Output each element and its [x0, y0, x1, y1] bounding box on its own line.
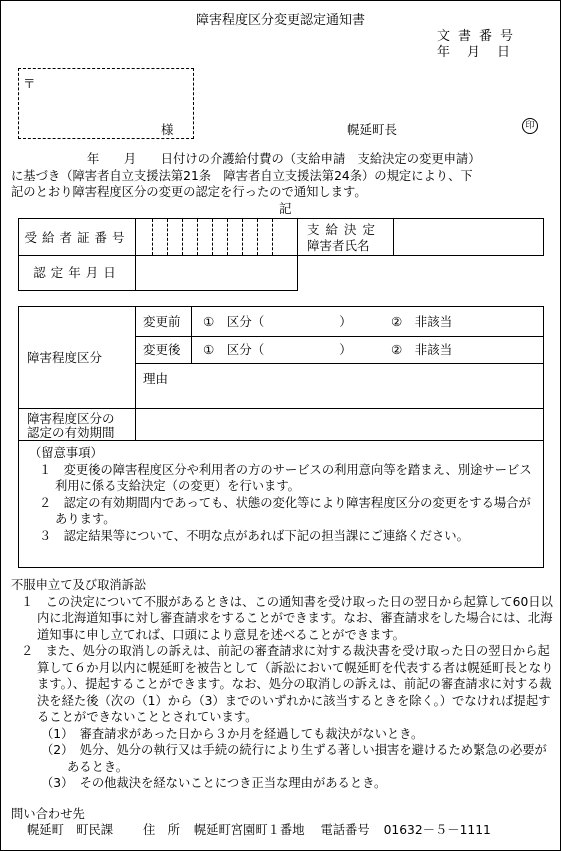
- contact-line: [11, 823, 491, 838]
- notes-item-1: １ 変更後の障害程度区分や利用者の方のサービスの利用意向等を踏まえ、別途サービス利用に係る支給決定（の変更）を行います。: [39, 462, 532, 493]
- disability-level-label: 障害程度区分: [27, 350, 103, 365]
- contact-address-label: 住 所: [143, 823, 180, 837]
- issuer-mayor: 幌延町長: [347, 122, 398, 137]
- before-change-label: 変更前: [143, 314, 181, 329]
- validity-label-line2: 認定の有効期間: [27, 425, 115, 440]
- body-line-1: 年 月 日付けの介護給付費の（支給申請 支給決定の変更申請）: [87, 152, 481, 166]
- appeal-sub-1: （1） 審査請求があった日から３か月を経過しても裁決がないとき。: [41, 726, 424, 741]
- document-title: 障害程度区分変更認定通知書: [195, 13, 365, 28]
- after-option-2: ② 非該当: [391, 342, 453, 357]
- appeal-heading: 不服申立て及び取消訴訟: [11, 578, 147, 592]
- cert-date-table: [18, 254, 298, 291]
- recipient-table: [18, 218, 544, 256]
- appeal-sub-3: （3） その他裁決を経ないことにつき正当な理由があるとき。: [41, 776, 387, 790]
- notes-box: [18, 439, 544, 568]
- after-change-label: 変更後: [143, 342, 181, 357]
- contact-dept: 幌延町 町民課: [27, 823, 114, 837]
- seal-mark: 印: [522, 118, 538, 134]
- body-line-2: に基づき（障害者自立支援法第21条 障害者自立支援法第24条）の規定により、下: [11, 168, 473, 183]
- contact-heading: 問い合わせ先: [11, 807, 85, 821]
- notes-heading: （留意事項）: [29, 446, 103, 460]
- appeal-item-1: １ この決定について不服があるときは、この通知書を受け取った日の翌日から起算して60日以内に北海道知事に対し審査請求をすることができます。なお、審査請求をした場合には、北海道知事に申し立てれば、口頭により意見を述べることができます。: [21, 594, 553, 642]
- appeal-sub-2: （2） 処分、処分の執行又は手続の続行により生ずる著しい損害を避けるため緊急の必要があるとき。: [41, 743, 547, 774]
- before-option-1: ① 区分（ ）: [203, 314, 352, 329]
- decided-label-line2: 障害者氏名: [307, 238, 370, 253]
- honorific-sama: 様: [161, 122, 174, 137]
- decided-label-line1: 支給決定: [307, 222, 382, 237]
- body-line-3: 記のとおり障害程度区分の変更の認定を行ったので通知します。: [11, 185, 367, 199]
- reason-label: 理由: [143, 371, 169, 386]
- notes-item-3: ３ 認定結果等について、不明な点があれば下記の担当課にご連絡ください。: [39, 528, 469, 543]
- document-date-label: 年 月 日: [437, 45, 513, 60]
- appeal-item-2: ２ また、処分の取消しの訴えは、前記の審査請求に対する裁決書を受け取った日の翌日から起算して６か月以内に幌延町を被告として（訴訟において幌延町を代表する者は幌延町長となります。）、提起することができます。なお、処分の取消しの訴えは、前記の審査請求に対する裁決を経た後（次の（1）から（3）までのいずれかに該当するときを除く。）でなければ提起することができないこととされています。: [21, 644, 554, 724]
- appeal-section: [11, 577, 556, 792]
- document-number-label: 文書番号: [437, 29, 522, 44]
- ki-mark: 記: [279, 201, 292, 216]
- disability-level-table: [18, 306, 544, 441]
- notice-body: [11, 151, 556, 201]
- validity-label-line1: 障害程度区分の: [27, 411, 115, 426]
- contact-address: 幌延町宮園町１番地: [193, 823, 305, 837]
- after-option-1: ① 区分（ ）: [203, 342, 352, 357]
- contact-tel-label: 電話番号: [320, 823, 370, 837]
- before-option-2: ② 非該当: [391, 314, 453, 329]
- notes-item-2: ２ 認定の有効期間内であっても、状態の変化等により障害程度区分の変更をする場合があります。: [39, 495, 531, 526]
- postal-mark: 〒: [23, 76, 36, 91]
- recipient-number-label: 受給者証番号: [24, 229, 130, 245]
- cert-date-label: 認定年月日: [33, 264, 121, 280]
- contact-tel: 01632－５－1111: [383, 823, 491, 837]
